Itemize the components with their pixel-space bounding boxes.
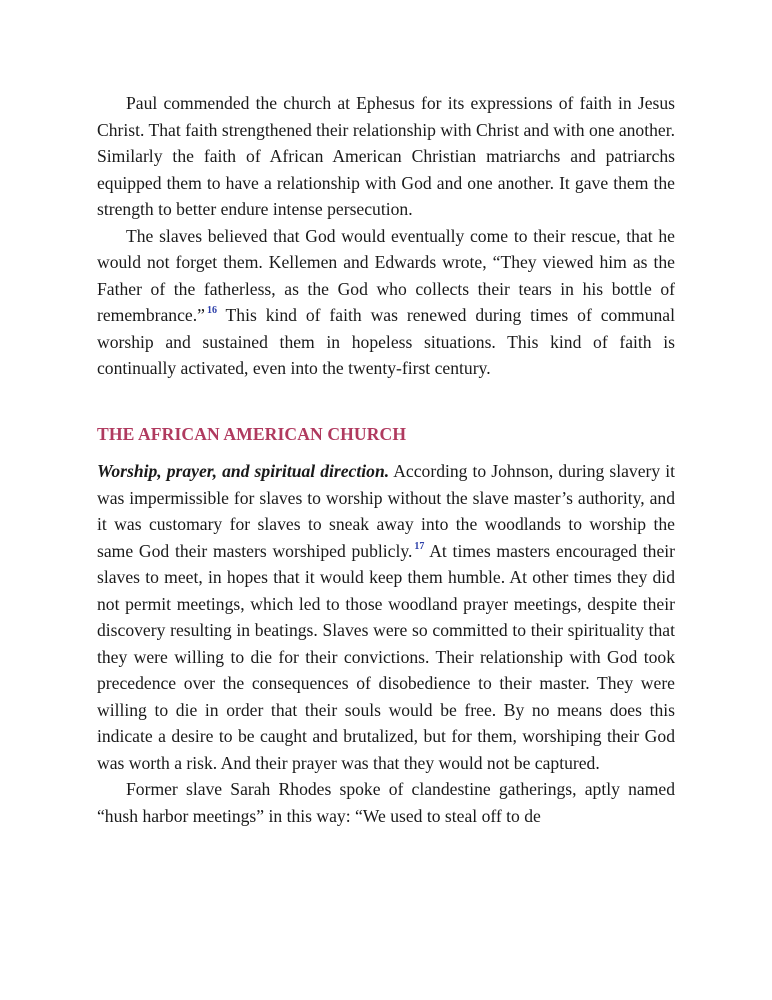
paragraph-text: The slaves believed that God would eventually come to their rescue, that he would not forget them. Kellemen and Edwards wrote, “They viewed him as the Father of the fatherless, as the God who collects their tears in his bottle of remembrance.” — [97, 225, 675, 325]
paragraph-sarah-rhodes: Former slave Sarah Rhodes spoke of clandestine gatherings, aptly named “hush harbor meetings” in this way: “We used to steal off to de — [97, 779, 675, 826]
footnote-ref-17[interactable]: 17 — [414, 540, 425, 552]
run-in-heading: Worship, prayer, and spiritual direction. — [97, 461, 390, 481]
paragraph-text: This kind of faith was renewed during times of communal worship and sustained them in hopeless situations. This kind of faith is continually activated, even into the twenty-first century. — [97, 305, 675, 378]
paragraph-worship — [97, 458, 675, 776]
paragraph-text: At times masters encouraged their slaves to meet, in hopes that it would keep them humble. At other times they did not permit meetings, which led to those woodland prayer meetings, despite their discovery resulting in beatings. Slaves were so committed to their spirituality that they were willing to die for their convictions. Their relationship with God took precedence over the consequences of disobedience to their master. They were willing to die in order that their souls would be free. By no means does this indicate a desire to be caught and brutalized, but for them, worshiping their God was worth a risk. And their prayer was that they would not be captured. — [97, 540, 675, 773]
footnote-ref-16[interactable]: 16 — [206, 305, 217, 316]
paragraph-ephesus: Paul commended the church at Ephesus for its expressions of faith in Jesus Christ. That faith strengthened their relationship with Christ and with one another. Similarly the faith of African American Christian matriarchs and patriarchs equipped them to have a relationship with God and one another. It gave them the strength to better endure intense persecution. — [97, 93, 675, 219]
paragraph-text: According to Johnson, during slavery it was impermissible for slaves to worship without the slave master’s authority, and it was customary for slaves to sneak away into the woodlands to worship the same God their masters worshiped publicly. — [97, 461, 675, 561]
paragraph-slaves-believed — [97, 223, 675, 382]
page-body — [97, 90, 675, 829]
section-heading: THE AFRICAN AMERICAN CHURCH — [97, 423, 407, 444]
